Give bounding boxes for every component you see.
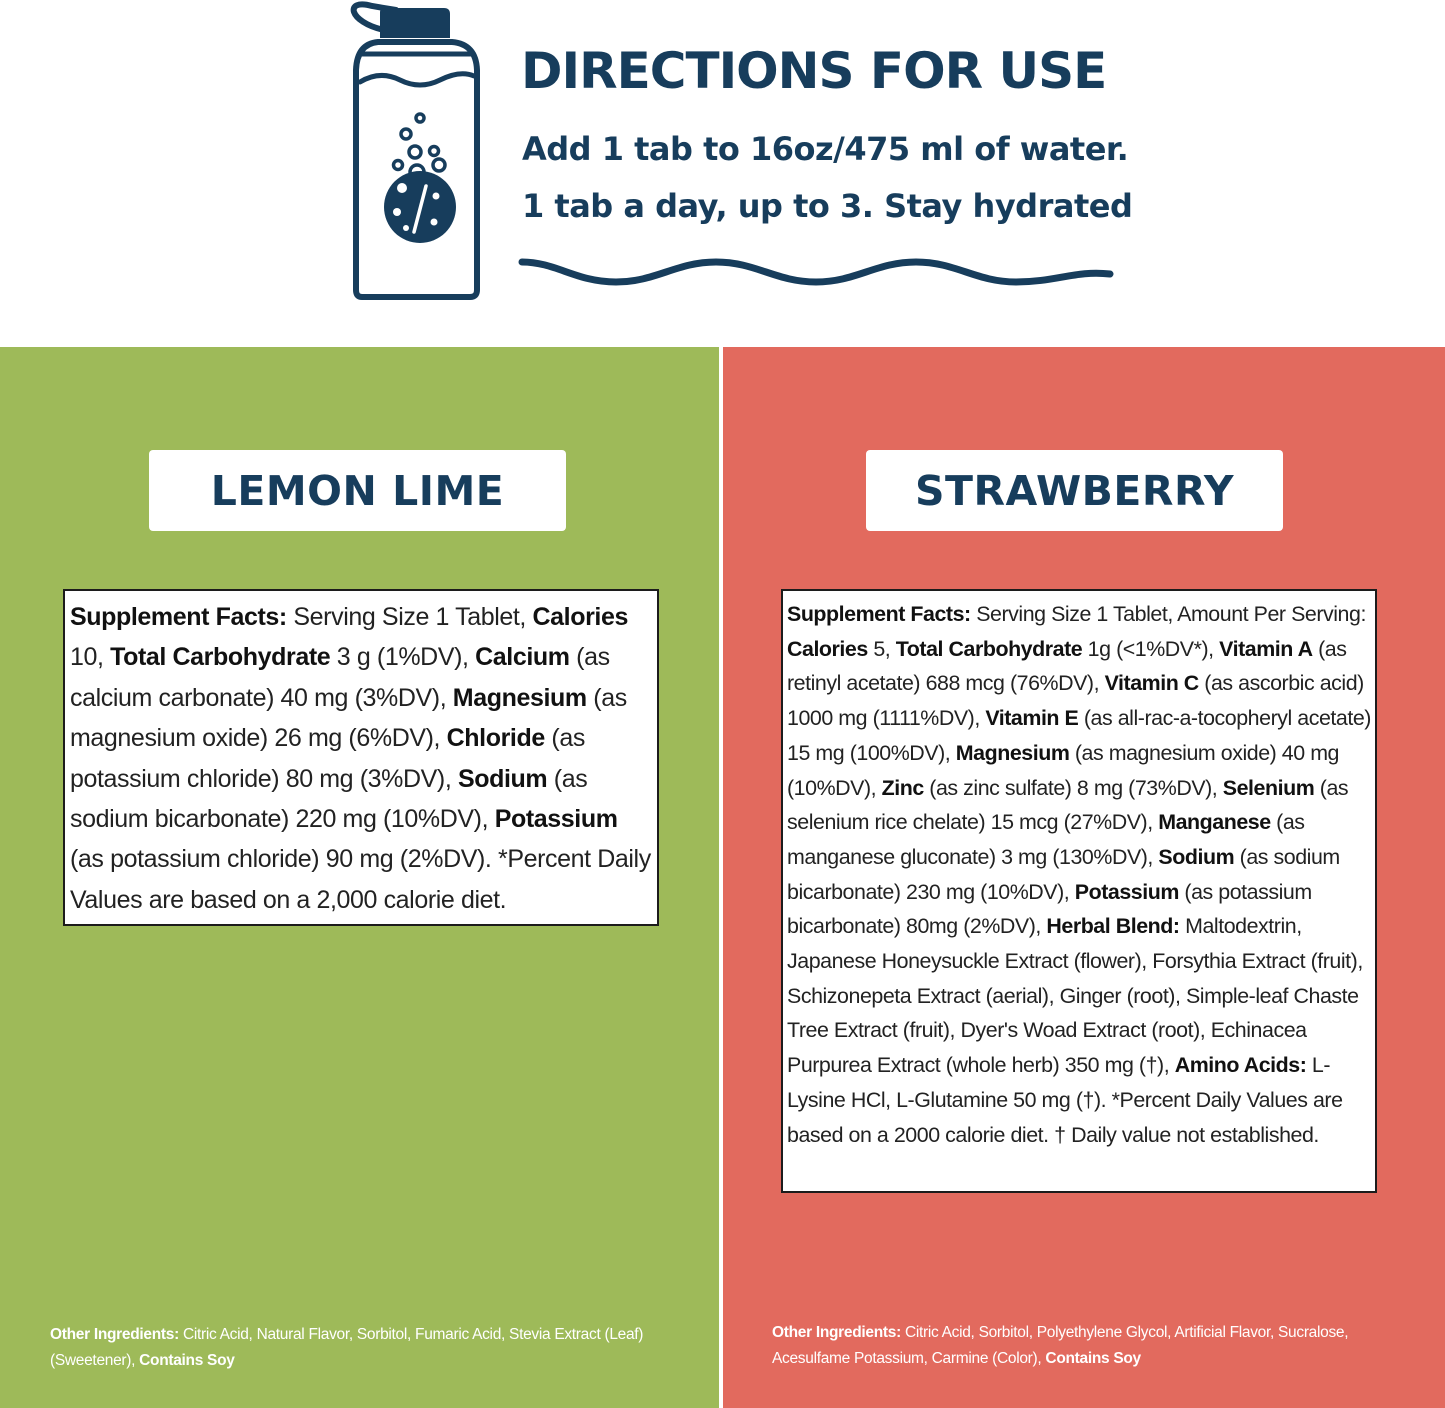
directions-line-1: Add 1 tab to 16oz/475 ml of water. [522, 130, 1129, 168]
bold-label: Vitamin A [1219, 636, 1313, 661]
lemon-lime-panel [0, 347, 719, 1408]
bold-label: Total Carbohydrate [895, 636, 1083, 661]
text-run: 10, [70, 643, 111, 672]
text-run: (as potassium bicarbonate) 80mg (2%DV), [787, 879, 1312, 939]
text-run: (as magnesium oxide) 40 mg (10%DV), [787, 740, 1340, 800]
bold-label: Calcium [475, 643, 570, 672]
text-run: Citric Acid, Natural Flavor, Sorbitol, Fumaric Acid, Stevia Extract (Leaf) (Sweetener), [50, 1326, 644, 1369]
bold-label: Manganese [1158, 810, 1271, 835]
bold-label: Supplement Facts: [787, 602, 971, 626]
bold-label: Amino Acids: [1174, 1053, 1307, 1078]
bold-label: Herbal Blend: [1046, 914, 1180, 939]
bold-label: Sodium [457, 764, 548, 793]
bold-label: Vitamin E [985, 706, 1079, 731]
bold-label: Magnesium [955, 740, 1070, 765]
bold-label: Vitamin C [1104, 671, 1199, 696]
text-run: 5, [867, 636, 896, 661]
strawberry-other-ingredients [772, 1320, 1422, 1372]
water-bottle-icon [340, 0, 490, 310]
bold-label: Total Carbohydrate [110, 643, 331, 672]
bold-label: Selenium [1222, 775, 1315, 800]
text-run: Citric Acid, Sorbitol, Polyethylene Glycol, Artificial Flavor, Sucralose, Acesulfame Potassium, Carmine (Color), [772, 1324, 1349, 1367]
directions-line-2: 1 tab a day, up to 3. Stay hydrated [522, 187, 1133, 225]
text-run: (as retinyl acetate) 688 mcg (76%DV), [787, 636, 1347, 696]
text-run: Maltodextrin, Japanese Honeysuckle Extract (flower), Forsythia Extract (fruit), Schizonepeta Extract (aerial), Ginger (root), Simple-leaf Chaste Tree Extract (fruit), Dyer's Woad Extract (root), Echinacea Purpurea Extract (whole herb) 350 mg (†), [787, 914, 1363, 1078]
text-run: Serving Size 1 Tablet, Amount Per Serving: [970, 602, 1366, 626]
text-run: Serving Size 1 Tablet, [286, 603, 533, 631]
bold-label: Supplement Facts: [70, 603, 287, 631]
bold-label: Contains Soy [1045, 1350, 1141, 1367]
text-run: (as sodium bicarbonate) 230 mg (10%DV), [787, 844, 1340, 904]
bold-label: Potassium [494, 805, 618, 834]
bold-label: Other Ingredients: [50, 1326, 179, 1343]
text-run: (as sodium bicarbonate) 220 mg (10%DV), [70, 764, 588, 834]
bold-label: Calories [787, 636, 868, 661]
strawberry-title: STRAWBERRY [866, 450, 1283, 531]
lemon-lime-other-ingredients [50, 1322, 690, 1374]
text-run: (as potassium chloride) 90 mg (2%DV). *Percent Daily Values are based on a 2,000 calorie diet. [70, 845, 651, 914]
bold-label: Potassium [1074, 879, 1179, 904]
bold-label: Zinc [881, 775, 924, 800]
text-run: (as manganese gluconate) 3 mg (130%DV), [787, 810, 1305, 869]
text-run: (as selenium rice chelate) 15 mcg (27%DV), [787, 775, 1349, 835]
directions-header [0, 0, 1445, 347]
bold-label: Magnesium [452, 683, 587, 712]
bold-label: Calories [532, 603, 628, 631]
text-run: (as zinc sulfate) 8 mg (73%DV), [923, 775, 1223, 800]
bold-label: Other Ingredients: [772, 1324, 901, 1341]
text-run: 3 g (1%DV), [330, 643, 476, 672]
strawberry-supplement-facts [781, 589, 1377, 1193]
directions-title: DIRECTIONS FOR USE [521, 42, 1107, 100]
text-run: (as potassium chloride) 80 mg (3%DV), [70, 724, 585, 793]
text-run: 1g (<1%DV*), [1082, 636, 1220, 661]
lemon-lime-supplement-facts [63, 589, 659, 926]
text-run: (as calcium carbonate) 40 mg (3%DV), [70, 643, 610, 712]
fizzing-tablet-icon [394, 114, 446, 179]
text-run: L-Lysine HCl, L-Glutamine 50 mg (†). *Percent Daily Values are based on a 2000 calorie diet. † Daily value not established. [787, 1053, 1343, 1147]
bold-label: Sodium [1158, 844, 1235, 869]
text-run: (as all-rac-a-tocopheryl acetate) 15 mg (100%DV), [787, 706, 1371, 765]
bold-label: Chloride [446, 724, 545, 753]
text-run: (as ascorbic acid) 1000 mg (1111%DV), [787, 671, 1364, 731]
text-run: (as magnesium oxide) 26 mg (6%DV), [70, 683, 627, 753]
strawberry-panel [723, 347, 1445, 1408]
bold-label: Contains Soy [139, 1352, 235, 1369]
wave-line-icon [516, 248, 1116, 298]
lemon-lime-title: LEMON LIME [149, 450, 566, 531]
